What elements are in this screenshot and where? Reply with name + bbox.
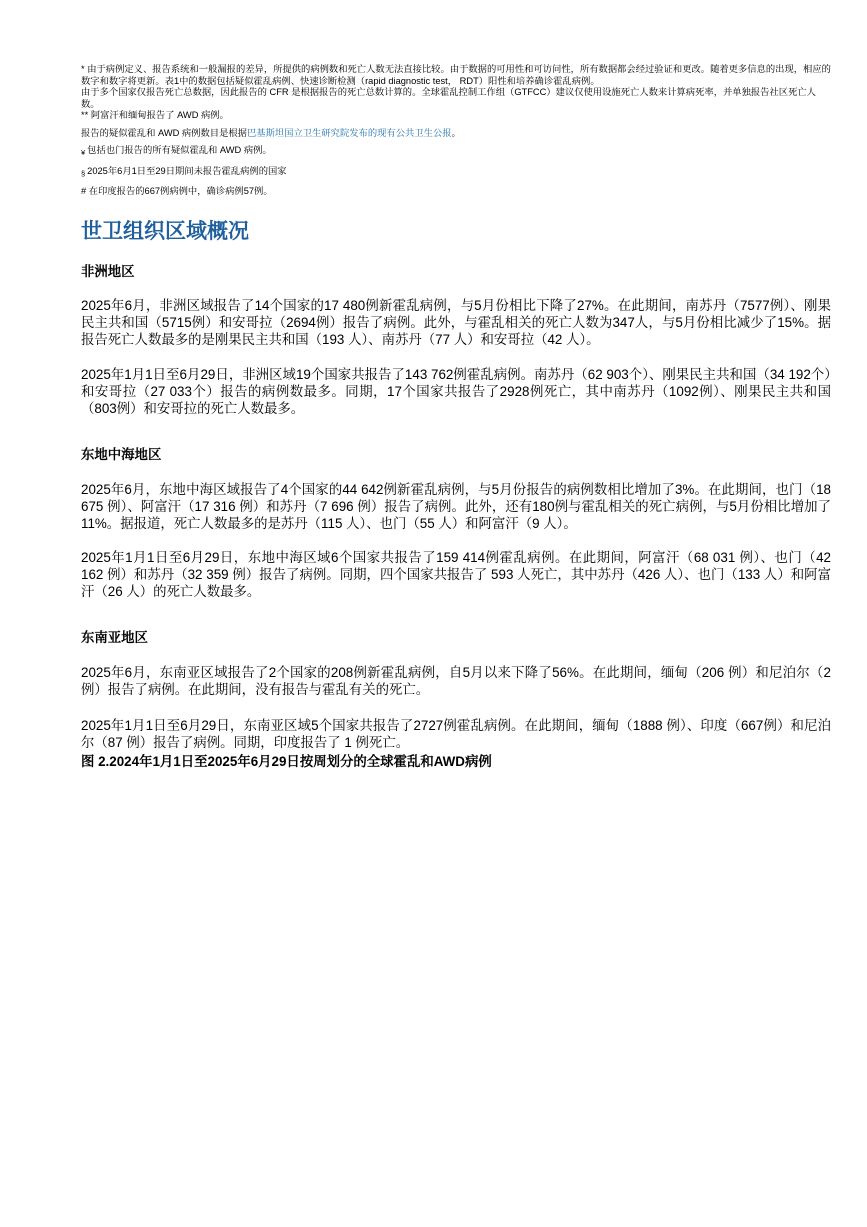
footnote-data-caveat: * 由于病例定义、报告系统和一般漏报的差异，所提供的病例数和死亡人数无法直接比较。由于数据的可用性和可访问性，所有数据都会经过验证和更改。随着更多信息的出现，相应的数字和数字将更新。表1中的数据包括疑似霍乱病例、快速诊断检测（rapid diagnostic test， RDT）阳性和培养确诊霍乱病例。 [81, 64, 831, 86]
public-health-bulletin-link[interactable]: 巴基斯坦国立卫生研究院发布的现有公共卫生公报 [246, 127, 452, 138]
emro-paragraph-ytd: 2025年1月1日至6月29日，东地中海区域6个国家共报告了159 414例霍乱病例。在此期间，阿富汗（68 031 例）、也门（42 162 例）和苏丹（32 359 例）报告了病例。同期，四个国家共报告了 593 人死亡，其中苏丹（426 人）、也门（133 人）和阿富汗（26 人）的死亡人数最多。 [81, 550, 831, 599]
footnotes [81, 64, 831, 198]
region-heading-emro: 东地中海地区 [81, 447, 162, 462]
footnote-yemen [81, 145, 831, 157]
region-heading-africa: 非洲地区 [81, 264, 135, 279]
footnote-no-cases-text: 2025年6月1日至29日期间未报告霍乱病例的国家 [87, 165, 287, 176]
footnote-no-cases [81, 166, 831, 178]
footnote-yemen-text: 包括也门报告的所有疑似霍乱和 AWD 病例。 [87, 145, 272, 155]
footnote-source-suffix: 。 [451, 127, 461, 138]
emro-paragraph-june: 2025年6月，东地中海区域报告了4个国家的44 642例新霍乱病例，与5月份报告的病例数相比增加了3%。在此期间，也门（18 675 例）、阿富汗（17 316 例）和苏丹（7 696 例）报告了病例。此外，还有180例与霍乱相关的死亡病例，与5月份相比增加了11%。据报道，死亡人数最多的是苏丹（115 人）、也门（55 人）和阿富汗（9 人）。 [81, 482, 831, 531]
footnote-india: # 在印度报告的667例病例中，确诊病例57例。 [81, 186, 273, 196]
footnote-awd: ** 阿富汗和缅甸报告了 AWD 病例。 [81, 110, 229, 120]
searo-paragraph-june: 2025年6月，东南亚区域报告了2个国家的208例新霍乱病例，自5月以来下降了56%。在此期间，缅甸（206 例）和尼泊尔（2 例）报告了病例。在此期间，没有报告与霍乱有关的死亡。 [81, 665, 831, 697]
figure-caption: 图 2.2024年1月1日至2025年6月29日按周划分的全球霍乱和AWD病例 [81, 754, 492, 769]
footnote-source [81, 128, 831, 140]
africa-paragraph-ytd: 2025年1月1日至6月29日，非洲区域19个国家共报告了143 762例霍乱病例。南苏丹（62 903个）、刚果民主共和国（34 192个）和安哥拉（27 033个）报告的病例数最多。同期，17个国家共报告了2928例死亡，其中南苏丹（1092例）、刚果民主共和国（803例）和安哥拉的死亡人数最多。 [81, 367, 831, 416]
region-heading-searo: 东南亚地区 [81, 630, 148, 645]
searo-paragraph-ytd: 2025年1月1日至6月29日，东南亚区域5个国家共报告了2727例霍乱病例。在此期间，缅甸（1888 例）、印度（667例）和尼泊尔（87 例）报告了病例。同期，印度报告了 1 例死亡。 [81, 718, 831, 750]
section-marker: § [81, 168, 86, 178]
footnote-source-prefix: 报告的疑似霍乱和 AWD 病例数目是根据 [81, 127, 247, 138]
footnote-cfr: 由于多个国家仅报告死亡总数据，因此报告的 CFR 是根据报告的死亡总数计算的。全球霍乱控制工作组（GTFCC）建议仅使用设施死亡人数来计算病死率，并单独报告社区死亡人数。 [81, 87, 816, 109]
yen-marker: ¥ [81, 148, 86, 157]
section-title: 世卫组织区域概况 [81, 220, 249, 243]
africa-paragraph-june: 2025年6月，非洲区域报告了14个国家的17 480例新霍乱病例，与5月份相比下降了27%。在此期间，南苏丹（7577例）、刚果民主共和国（5715例）和安哥拉（2694例）报告了病例。此外，与霍乱相关的死亡人数为347人，与5月份相比减少了15%。据报告死亡人数最多的是刚果民主共和国（193 人）、南苏丹（77 人）和安哥拉（42 人）。 [81, 298, 831, 347]
